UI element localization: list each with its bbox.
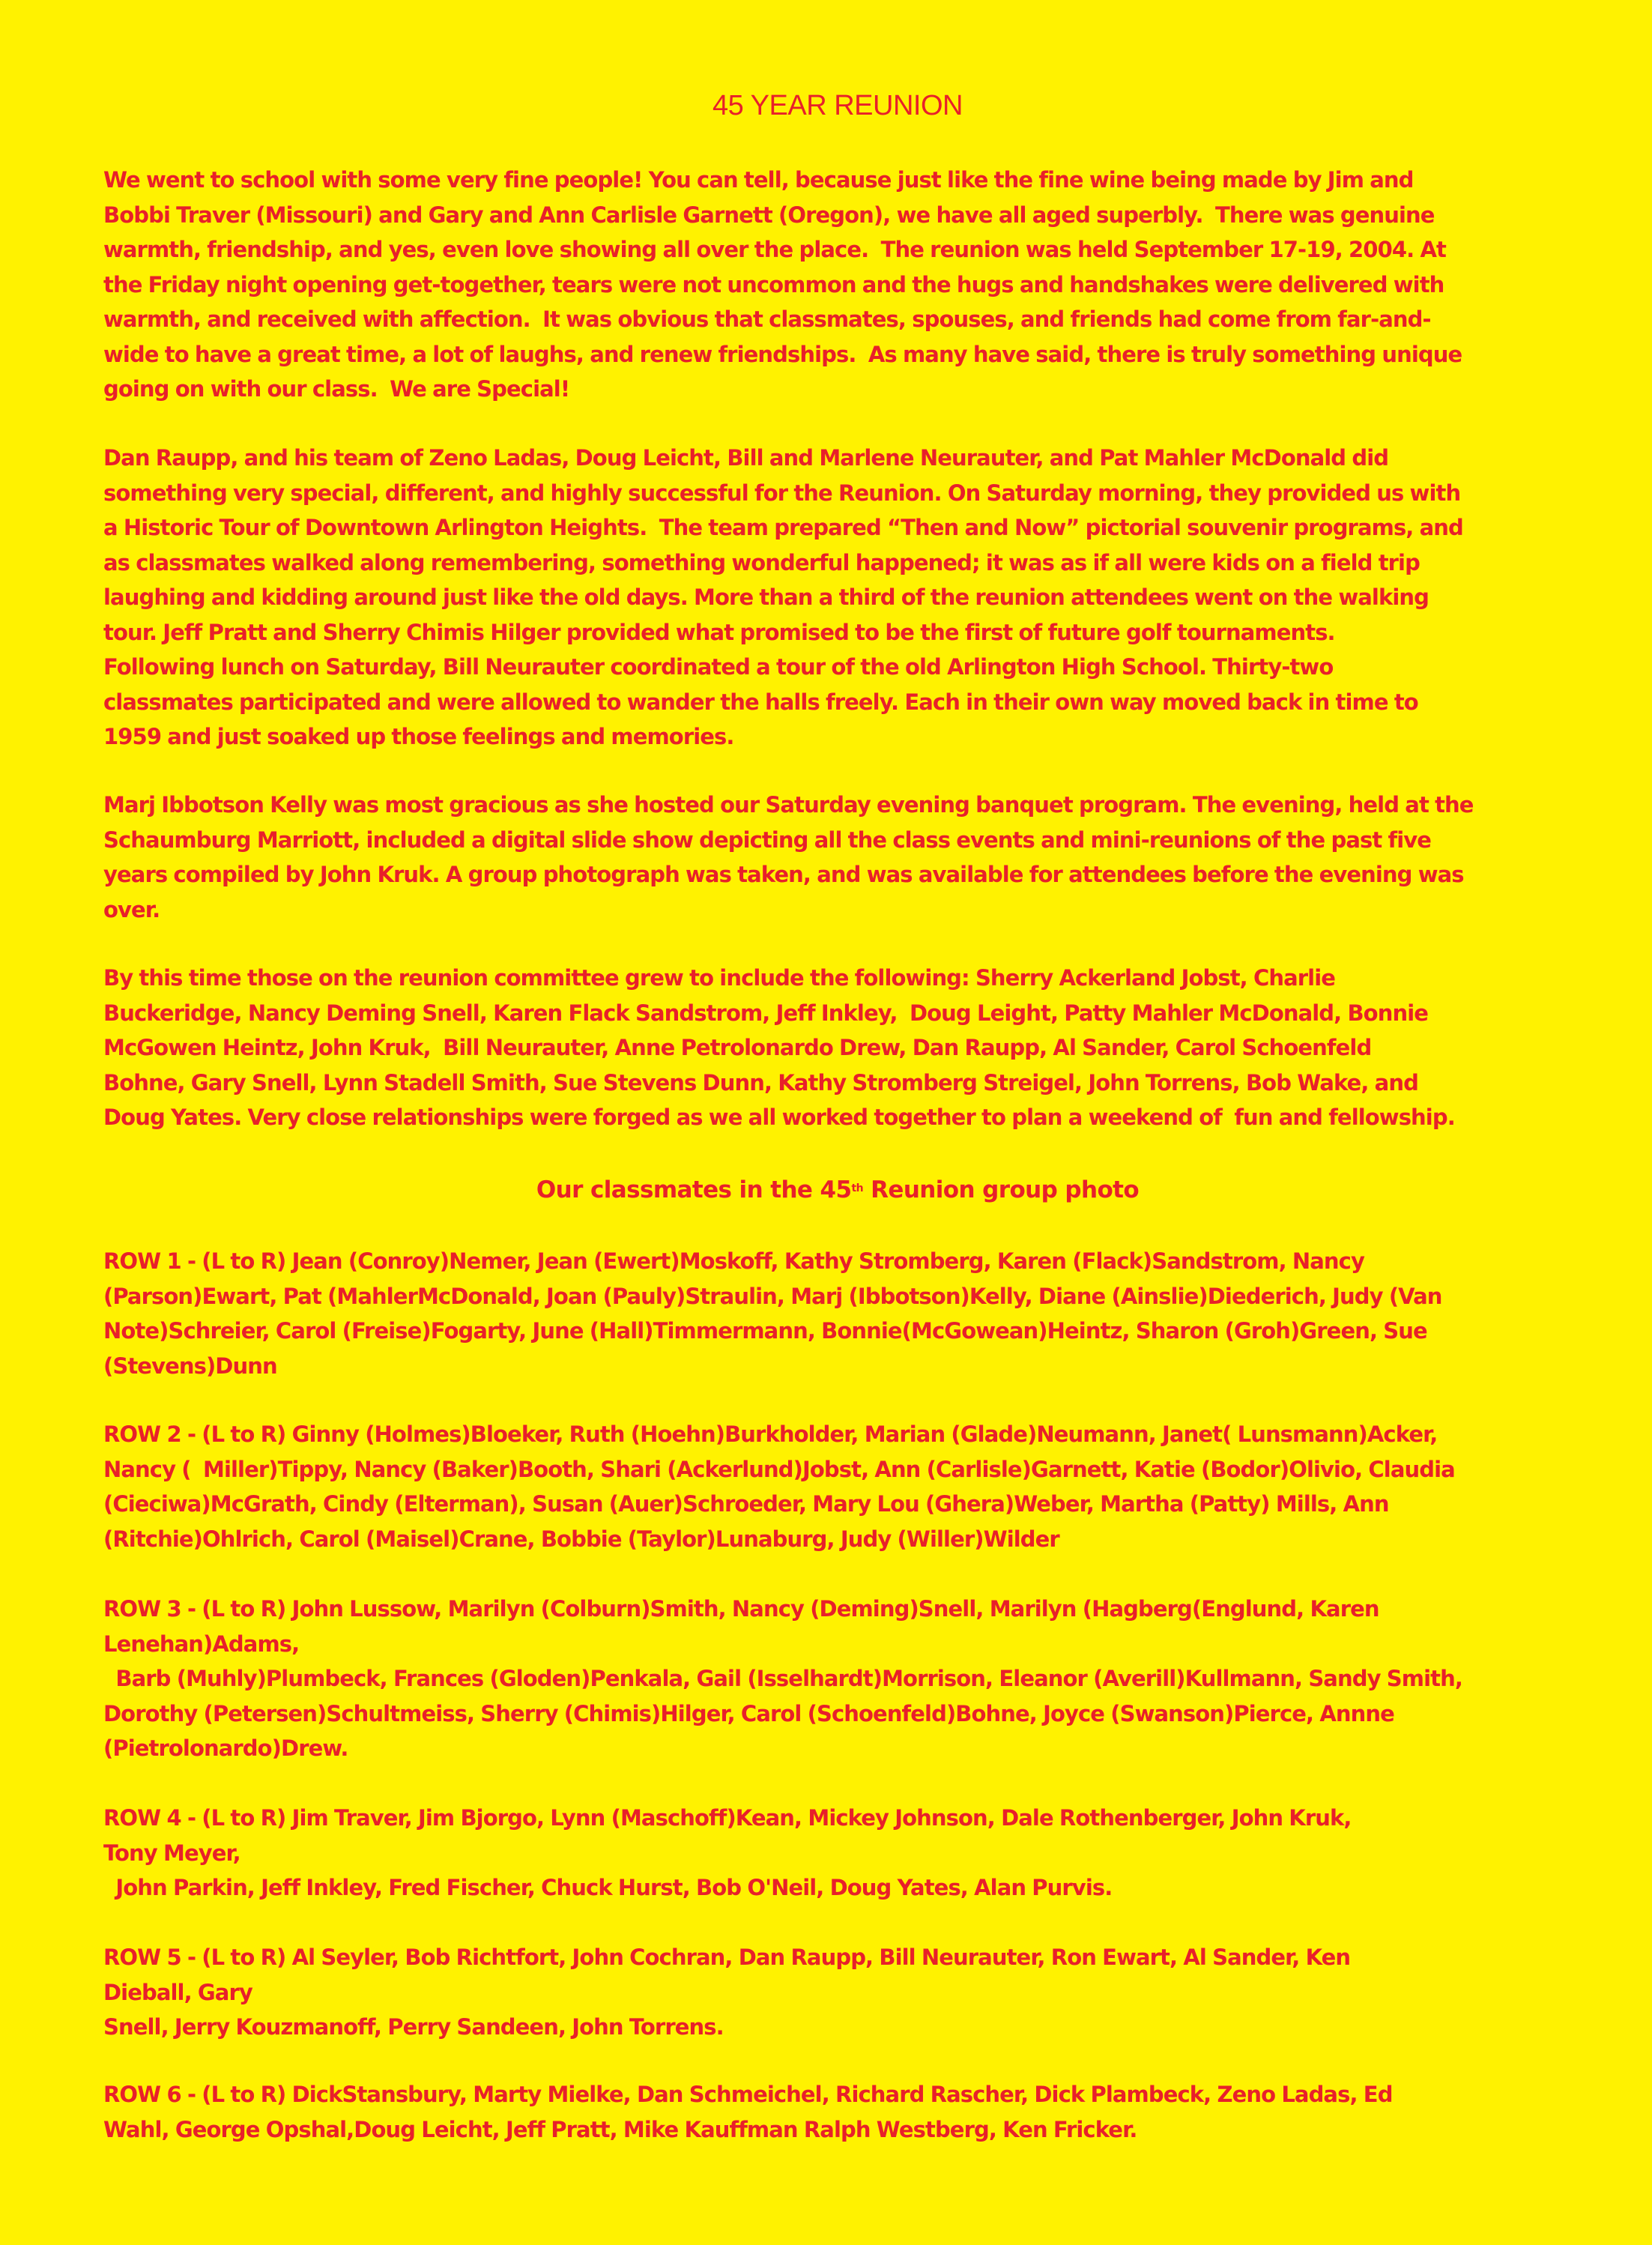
text-line: ROW 6 - (L to R) DickStansbury, Marty Mielke, Dan Schmeichel, Richard Rascher, Dick Plambeck, Zeno Ladas, Ed	[103, 2082, 1393, 2107]
text-line: Note)Schreier, Carol (Freise)Fogarty, June (Hall)Timmermann, Bonnie(McGowean)Heintz, Sharon (Groh)Green, Sue	[103, 1318, 1427, 1344]
text-line: ROW 2 - (L to R) Ginny (Holmes)Bloeker, Ruth (Hoehn)Burkholder, Marian (Glade)Neumann, Janet( Lunsmann)Acker,	[103, 1421, 1438, 1447]
text-line: ROW 1 - (L to R) Jean (Conroy)Nemer, Jean (Ewert)Moskoff, Kathy Stromberg, Karen (Flack)Sandstrom, Nancy	[103, 1248, 1364, 1274]
text-line: wide to have a great time, a lot of laughs, and renew friendships. As many have said, there is truly something unique	[103, 341, 1462, 367]
text-line: tour. Jeff Pratt and Sherry Chimis Hilger provided what promised to be the first of future golf tournaments.	[103, 619, 1335, 645]
photo-row-3	[103, 1592, 1572, 1766]
text-line: Bohne, Gary Snell, Lynn Stadell Smith, Sue Stevens Dunn, Kathy Stromberg Streigel, John Torrens, Bob Wake, and	[103, 1069, 1418, 1096]
text-line: warmth, and received with affection. It was obvious that classmates, spouses, and friends had come from far-and-	[103, 306, 1431, 332]
photo-heading-ordinal: th	[851, 1182, 863, 1194]
text-line: Lenehan)Adams,	[103, 1631, 300, 1657]
photo-row-5	[103, 1940, 1572, 2045]
text-line: Dorothy (Petersen)Schultmeiss, Sherry (Chimis)Hilger, Carol (Schoenfeld)Bohne, Joyce (Swanson)Pierce, Annne	[103, 1700, 1394, 1726]
text-line: Marj Ibbotson Kelly was most gracious as she hosted our Saturday evening banquet program. The evening, held at the	[103, 792, 1474, 818]
paragraph-committee	[103, 961, 1572, 1135]
text-line: (Cieciwa)McGrath, Cindy (Elterman), Susan (Auer)Schroeder, Mary Lou (Ghera)Weber, Martha (Patty) Mills, Ann	[103, 1491, 1389, 1517]
text-line: classmates participated and were allowed to wander the halls freely. Each in their own way moved back in time to	[103, 689, 1418, 715]
text-line: warmth, friendship, and yes, even love showing all over the place. The reunion was held September 17-19, 2004. At	[103, 237, 1446, 262]
text-line: John Parkin, Jeff Inkley, Fred Fischer, Chuck Hurst, Bob O'Neil, Doug Yates, Alan Purvis.	[103, 1875, 1113, 1900]
photo-heading-text: Our classmates in the 45	[536, 1176, 852, 1203]
photo-section-heading	[103, 1173, 1572, 1207]
text-line: Wahl, George Opshal,Doug Leicht, Jeff Pratt, Mike Kauffman Ralph Westberg, Ken Fricker.	[103, 2116, 1137, 2142]
paragraph-intro	[103, 163, 1572, 407]
text-line: something very special, different, and highly successful for the Reunion. On Saturday morning, they provided us with	[103, 480, 1461, 506]
text-line: Snell, Jerry Kouzmanoff, Perry Sandeen, John Torrens.	[103, 2014, 724, 2040]
text-line: By this time those on the reunion committee grew to include the following: Sherry Ackerland Jobst, Charlie	[103, 965, 1336, 991]
text-line: as classmates walked along remembering, something wonderful happened; it was as if all were kids on a field trip	[103, 549, 1420, 575]
text-line: over.	[103, 896, 160, 922]
text-line: 1959 and just soaked up those feelings and memories.	[103, 724, 734, 749]
text-line: Dan Raupp, and his team of Zeno Ladas, Doug Leicht, Bill and Marlene Neurauter, and Pat Mahler McDonald did	[103, 445, 1389, 471]
page-title: 45 YEAR REUNION	[712, 90, 963, 121]
text-line: (Stevens)Dunn	[103, 1353, 277, 1379]
text-line: ROW 5 - (L to R) Al Seyler, Bob Richtfort, John Cochran, Dan Raupp, Bill Neurauter, Ron Ewart, Al Sander, Ken	[103, 1945, 1351, 1970]
text-line: Bobbi Traver (Missouri) and Gary and Ann Carlisle Garnett (Oregon), we have all aged superbly. There was genuine	[103, 202, 1435, 228]
text-line: We went to school with some very fine people! You can tell, because just like the fine wine being made by Jim and	[103, 167, 1414, 193]
text-line: McGowen Heintz, John Kruk, Bill Neurauter, Anne Petrolonardo Drew, Dan Raupp, Al Sander, Carol Schoenfeld	[103, 1035, 1372, 1060]
text-line: laughing and kidding around just like the old days. More than a third of the reunion attendees went on the walking	[103, 584, 1429, 610]
photo-row-4	[103, 1801, 1572, 1906]
photo-row-2	[103, 1417, 1572, 1556]
text-line: Nancy ( Miller)Tippy, Nancy (Baker)Booth, Shari (Ackerlund)Jobst, Ann (Carlisle)Garnett, Katie (Bodor)Olivio, Claudia	[103, 1456, 1455, 1482]
text-line: years compiled by John Kruk. A group photograph was taken, and was available for attendees before the evening was	[103, 862, 1464, 887]
text-line: going on with our class. We are Special!	[103, 376, 570, 402]
photo-row-1	[103, 1244, 1572, 1383]
photo-heading-text-end: Reunion group photo	[862, 1176, 1140, 1203]
text-line: Tony Meyer,	[103, 1840, 240, 1866]
text-line: (Pietrolonardo)Drew.	[103, 1735, 348, 1761]
text-line: Dieball, Gary	[103, 1979, 252, 2005]
text-line: the Friday night opening get-together, tears were not uncommon and the hugs and handshakes were delivered with	[103, 271, 1444, 297]
paragraph-tour	[103, 441, 1572, 755]
photo-row-6	[103, 2077, 1572, 2147]
text-line: ROW 3 - (L to R) John Lussow, Marilyn (Colburn)Smith, Nancy (Deming)Snell, Marilyn (Hagberg(Englund, Karen	[103, 1596, 1379, 1622]
text-line: Buckeridge, Nancy Deming Snell, Karen Flack Sandstrom, Jeff Inkley, Doug Leight, Patty Mahler McDonald, Bonnie	[103, 1000, 1429, 1026]
text-line: (Parson)Ewart, Pat (MahlerMcDonald, Joan (Pauly)Straulin, Marj (Ibbotson)Kelly, Diane (Ainslie)Diederich, Judy (Van	[103, 1283, 1442, 1309]
text-line: Barb (Muhly)Plumbeck, Frances (Gloden)Penkala, Gail (Isselhardt)Morrison, Eleanor (Averill)Kullmann, Sandy Smith,	[103, 1666, 1462, 1691]
text-line: Doug Yates. Very close relationships were forged as we all worked together to plan a weekend of fun and fellowship.	[103, 1105, 1455, 1130]
text-line: a Historic Tour of Downtown Arlington Heights. The team prepared “Then and Now” pictorial souvenir programs, and	[103, 515, 1463, 540]
paragraph-banquet	[103, 788, 1572, 927]
text-line: (Ritchie)Ohlrich, Carol (Maisel)Crane, Bobbie (Taylor)Lunaburg, Judy (Willer)Wilder	[103, 1526, 1059, 1552]
text-line: Schaumburg Marriott, included a digital slide show depicting all the class events and mini-reunions of the past five	[103, 827, 1432, 853]
text-line: Following lunch on Saturday, Bill Neurauter coordinated a tour of the old Arlington High School. Thirty-two	[103, 654, 1334, 680]
text-line: ROW 4 - (L to R) Jim Traver, Jim Bjorgo, Lynn (Maschoff)Kean, Mickey Johnson, Dale Rothenberger, John Kruk,	[103, 1805, 1352, 1831]
